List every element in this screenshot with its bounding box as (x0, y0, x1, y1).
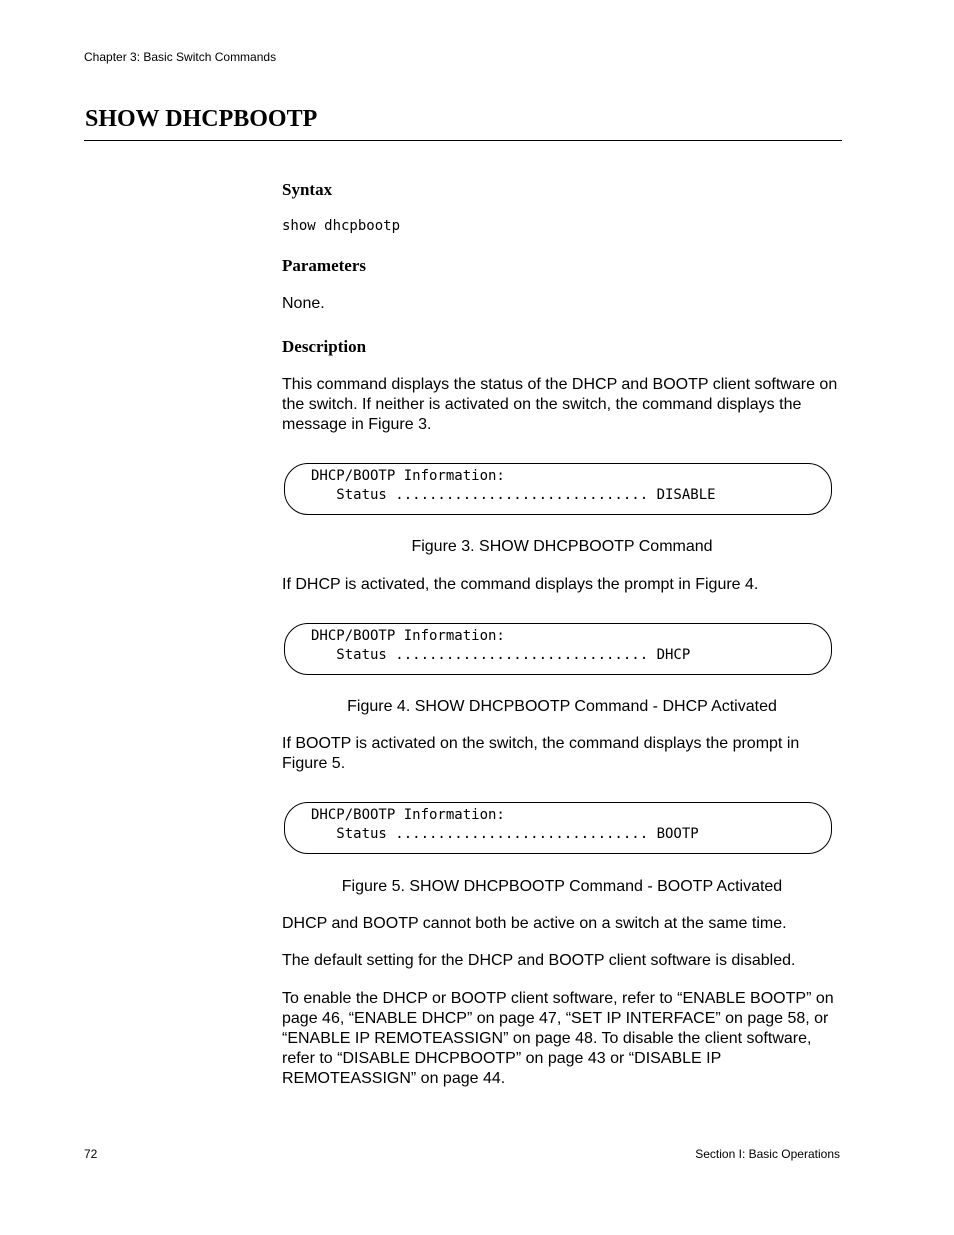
section-name: Section I: Basic Operations (695, 1147, 840, 1161)
syntax-command: show dhcpbootp (282, 218, 401, 234)
figure-5-caption: Figure 5. SHOW DHCPBOOTP Command - BOOTP Activated (341, 878, 783, 895)
figure-5-line-1: DHCP/BOOTP Information: (311, 807, 505, 823)
description-text: This command displays the status of the DHCP and BOOTP client software on the switch. If neither is activated on the switch, the command displays the message in Figure 3. (282, 376, 838, 433)
parameters-heading: Parameters (282, 256, 367, 275)
enable-disable-text: To enable the DHCP or BOOTP client software, refer to “ENABLE BOOTP” on page 46, “ENABLE DHCP” on page 47, “SET IP INTERFACE” on page 58, or “ENABLE IP REMOTEASSIGN” on page 48. To disable the client software, refer to “DISABLE DHCPBOOTP” on page 43 or “DISABLE IP REMOTEASSIGN” on page 44. (282, 990, 834, 1087)
dhcp-activated-text: If DHCP is activated, the command displays the prompt in Figure 4. (282, 576, 759, 593)
page-title: SHOW DHCPBOOTP (85, 106, 318, 132)
figure-4-line-2: Status .............................. DHCP (311, 647, 691, 663)
figure-3-box (284, 463, 832, 515)
parameters-text: None. (282, 295, 325, 312)
running-header: Chapter 3: Basic Switch Commands (84, 50, 277, 64)
figure-3-caption: Figure 3. SHOW DHCPBOOTP Command (411, 538, 713, 555)
title-rule (84, 140, 842, 141)
figure-5-box (284, 802, 832, 854)
bootp-activated-text: If BOOTP is activated on the switch, the command displays the prompt in Figure 5. (282, 735, 800, 772)
figure-4-box (284, 623, 832, 675)
figure-3-line-1: DHCP/BOOTP Information: (311, 468, 505, 484)
figure-3-line-2: Status .............................. DISABLE (311, 487, 716, 503)
figure-4-line-1: DHCP/BOOTP Information: (311, 628, 505, 644)
syntax-heading: Syntax (282, 180, 333, 199)
figure-5-line-2: Status .............................. BOOTP (311, 826, 699, 842)
not-both-text: DHCP and BOOTP cannot both be active on a switch at the same time. (282, 915, 787, 932)
figure-4-caption: Figure 4. SHOW DHCPBOOTP Command - DHCP Activated (347, 698, 777, 715)
default-setting-text: The default setting for the DHCP and BOOTP client software is disabled. (282, 952, 796, 969)
description-heading: Description (282, 337, 367, 356)
page-number: 72 (84, 1147, 98, 1161)
